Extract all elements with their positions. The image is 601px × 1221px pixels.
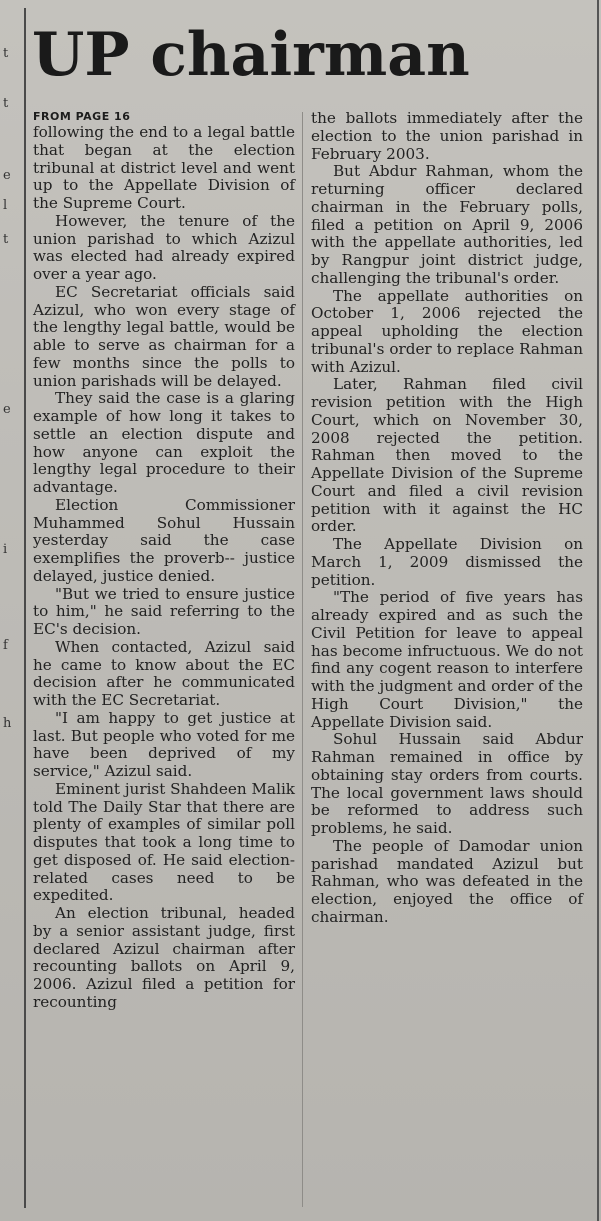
edge-letter: t bbox=[3, 96, 9, 111]
paragraph: Election Commissioner Muhammed Sohul Hussain yesterday said the case exemplifies the proverb-- justice delayed, justice denied. bbox=[33, 495, 295, 585]
paragraph: But Abdur Rahman, whom the returning officer declared chairman in the February polls, filed a petition on April 9, 2006 with the appellate authorities, led by Rangpur joint district judge, challenging the tribunal's order. bbox=[311, 162, 583, 287]
edge-letter: l bbox=[3, 198, 8, 213]
paragraph: EC Secretariat officials said Azizul, who won every stage of the lengthy legal battle, would be able to serve as chairman for a few months since the polls to union parishads will be delayed. bbox=[33, 282, 295, 390]
column-rule-right bbox=[597, 0, 599, 1221]
paragraph: the ballots immediately after the election to the union parishad in February 2003. bbox=[311, 109, 583, 163]
paragraph: following the end to a legal battle that began at the election tribunal at district level and went up to the Appellate Division of the Supreme Court. bbox=[33, 123, 295, 212]
paragraph: "But we tried to ensure justice to him," he said referring to the EC's decision. bbox=[33, 584, 295, 638]
headline: UP chairman bbox=[32, 20, 470, 90]
column-gutter bbox=[302, 112, 303, 1207]
article-column-right bbox=[311, 110, 583, 927]
paragraph: The appellate authorities on October 1, 2006 rejected the appeal upholding the election tribunal's order to replace Rahman with Azizul. bbox=[311, 286, 583, 376]
paragraph: Eminent jurist Shahdeen Malik told The Daily Star that there are plenty of examples of similar poll disputes that took a long time to get disposed of. He said election-related cases need to be expedited. bbox=[33, 779, 296, 905]
paragraph: "The period of five years has already expired and as such the Civil Petition for leave to appeal has become infructuous. We do not find any cogent reason to interfere with the judgment and order of the High Court Division," the Appellate Division said. bbox=[311, 588, 583, 731]
adjacent-column-edge bbox=[0, 0, 22, 1221]
edge-letter: f bbox=[3, 638, 8, 653]
article-column-left bbox=[33, 110, 295, 1012]
paragraph: However, the tenure of the union parishad to which Azizul was elected had already expired over a year ago. bbox=[33, 211, 295, 283]
paragraph: "I am happy to get justice at last. But people who voted for me have been deprived of my service," Azizul said. bbox=[33, 708, 295, 780]
paragraph: Sohul Hussain said Abdur Rahman remained in office by obtaining stay orders from courts. The local government laws should be reformed to address such problems, he said. bbox=[311, 730, 583, 837]
paragraph: An election tribunal, headed by a senior assistant judge, first declared Azizul chairman after recounting ballots on April 9, 2006. Azizul filed a petition for recounting bbox=[33, 904, 295, 1011]
paragraph: Later, Rahman filed civil revision petition with the High Court, which on November 30, 2008 rejected the petition. Rahman then moved to the Appellate Division of the Supreme Court and filed a civil revision petition with it against the HC order. bbox=[311, 375, 583, 536]
paragraph: The people of Damodar union parishad mandated Azizul but Rahman, who was defeated in the election, enjoyed the office of chairman. bbox=[311, 836, 583, 926]
column-rule-left bbox=[24, 8, 26, 1208]
paragraph: When contacted, Azizul said he came to know about the EC decision after he communicated with the EC Secretariat. bbox=[33, 637, 295, 709]
edge-letter: e bbox=[3, 402, 11, 417]
edge-letter: i bbox=[3, 542, 8, 557]
paragraph: They said the case is a glaring example of how long it takes to settle an election dispute and how anyone can exploit the lengthy legal procedure to their advantage. bbox=[33, 389, 295, 496]
edge-letter: e bbox=[3, 168, 11, 183]
edge-letter: t bbox=[3, 46, 9, 61]
edge-letter: h bbox=[3, 716, 12, 731]
edge-letter: t bbox=[3, 232, 9, 247]
paragraph: The Appellate Division on March 1, 2009 dismissed the petition. bbox=[311, 535, 583, 589]
jump-kicker: FROM PAGE 16 bbox=[33, 110, 131, 123]
